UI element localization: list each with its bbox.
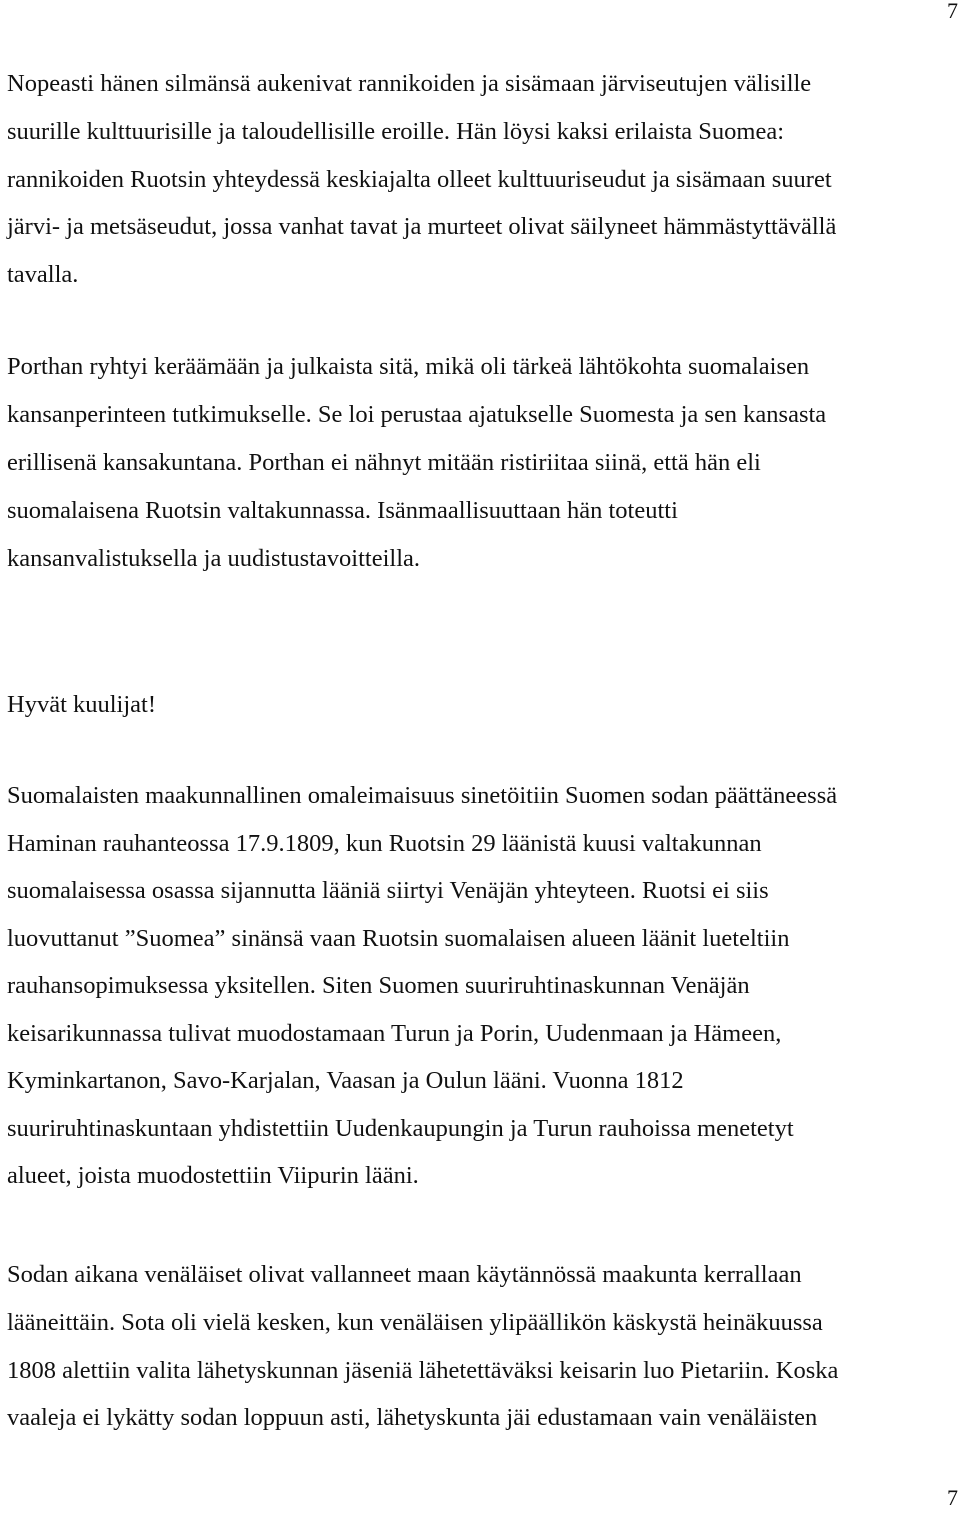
text-line: rauhansopimuksessa yksitellen. Siten Suomen suuriruhtinaskunnan Venäjän (7, 972, 750, 999)
text-line: Hyvät kuulijat! (7, 691, 157, 718)
text-line: suuriruhtinaskuntaan yhdistettiin Uudenkaupungin ja Turun rauhoissa menetetyt (7, 1114, 794, 1142)
text-line: Kyminkartanon, Savo-Karjalan, Vaasan ja Oulun lääni. Vuonna 1812 (7, 1067, 684, 1094)
text-line: lääneittäin. Sota oli vielä kesken, kun venäläisen ylipäällikön käskystä heinäkuussa (7, 1308, 823, 1336)
page-number-top: 7 (947, 0, 958, 23)
paragraph-porthan-regions (7, 60, 957, 299)
text-line: kansanperinteen tutkimukselle. Se loi perustaa ajatukselle Suomesta ja sen kansasta (7, 401, 827, 429)
text-line: vaaleja ei lykätty sodan loppuun asti, lähetyskunta jäi edustamaan vain venäläisten (7, 1404, 818, 1432)
text-line: tavalla. (7, 261, 79, 289)
text-line: Suomalaisten maakunnallinen omaleimaisuus sinetöitiin Suomen sodan päättäneessä (7, 782, 838, 809)
paragraph-porthan-folklore (7, 343, 957, 583)
page-number-bottom: 7 (947, 1485, 958, 1510)
text-line: luovuttanut ”Suomea” sinänsä vaan Ruotsin suomalaisen alueen läänit lueteltiin (7, 924, 790, 952)
text-line: 1808 alettiin valita lähetyskunnan jäseniä lähetettäväksi keisarin luo Pietariin. Koska (7, 1356, 839, 1384)
text-line: kansanvalistuksella ja uudistustavoitteilla. (7, 545, 421, 573)
text-line: rannikoiden Ruotsin yhteydessä keskiajalta olleet kulttuuriseudut ja sisämaan suuret (7, 165, 832, 193)
text-line: järvi- ja metsäseudut, jossa vanhat tavat ja murteet olivat säilyneet hämmästyttävällä (7, 213, 837, 241)
text-line: erillisenä kansakuntana. Porthan ei nähnyt mitään ristiriitaa siinä, että hän eli (7, 449, 761, 477)
paragraph-greeting (7, 681, 957, 728)
paragraph-war-delegation (7, 1251, 957, 1442)
text-line: Porthan ryhtyi keräämään ja julkaista sitä, mikä oli tärkeä lähtökohta suomalaisen (7, 353, 810, 380)
text-line: Haminan rauhanteossa 17.9.1809, kun Ruotsin 29 läänistä kuusi valtakunnan (7, 829, 762, 857)
text-line: suurille kulttuurisille ja taloudellisille eroille. Hän löysi kaksi erilaista Suomea: (7, 117, 785, 145)
text-line: Sodan aikana venäläiset olivat vallanneet maan käytännössä maakunta kerrallaan (7, 1261, 802, 1288)
paragraph-hamina-peace (7, 772, 957, 1200)
text-line: Nopeasti hänen silmänsä aukenivat rannikoiden ja sisämaan järviseutujen välisille (7, 70, 812, 97)
text-line: keisarikunnassa tulivat muodostamaan Turun ja Porin, Uudenmaan ja Hämeen, (7, 1019, 782, 1047)
text-line: alueet, joista muodostettiin Viipurin lääni. (7, 1162, 419, 1189)
text-line: suomalaisena Ruotsin valtakunnassa. Isänmaallisuuttaan hän toteutti (7, 497, 678, 525)
text-line: suomalaisessa osassa sijannutta lääniä siirtyi Venäjän yhteyteen. Ruotsi ei siis (7, 877, 769, 904)
